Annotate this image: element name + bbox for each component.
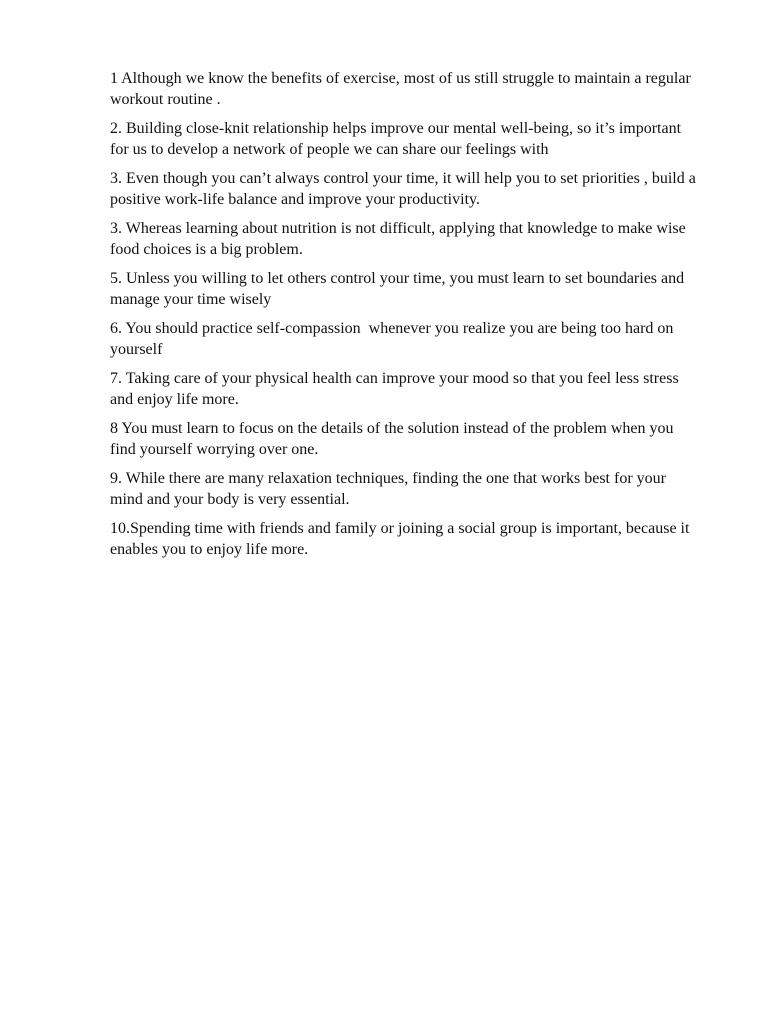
paragraph-2: 2. Building close-knit relationship helps improve our mental well-being, so it’s important for us to develop a network of people we can share our feelings with — [110, 120, 686, 158]
paragraph-8: 8 You must learn to focus on the details of the solution instead of the problem when you find yourself worrying over one. — [110, 420, 678, 458]
paragraph-5: 5. Unless you willing to let others control your time, you must learn to set boundaries and manage your time wisely — [110, 270, 689, 308]
paragraph-7: 7. Taking care of your physical health can improve your mood so that you feel less stress and enjoy life more. — [110, 370, 683, 408]
paragraph-9: 9. While there are many relaxation techniques, finding the one that works best for your mind and your body is very essential. — [110, 470, 670, 508]
paragraph-3: 3. Even though you can’t always control your time, it will help you to set priorities , build a positive work-life balance and improve your productivity. — [110, 170, 700, 208]
paragraph-1: 1 Although we know the benefits of exercise, most of us still struggle to maintain a regular workout routine . — [110, 70, 695, 108]
paragraph-6: 6. You should practice self-compassion whenever you realize you are being too hard on yourself — [110, 320, 678, 358]
paragraph-4: 3. Whereas learning about nutrition is not difficult, applying that knowledge to make wise food choices is a big problem. — [110, 220, 690, 258]
document-body — [110, 68, 700, 568]
paragraph-10: 10.Spending time with friends and family or joining a social group is important, because it enables you to enjoy life more. — [110, 520, 694, 558]
